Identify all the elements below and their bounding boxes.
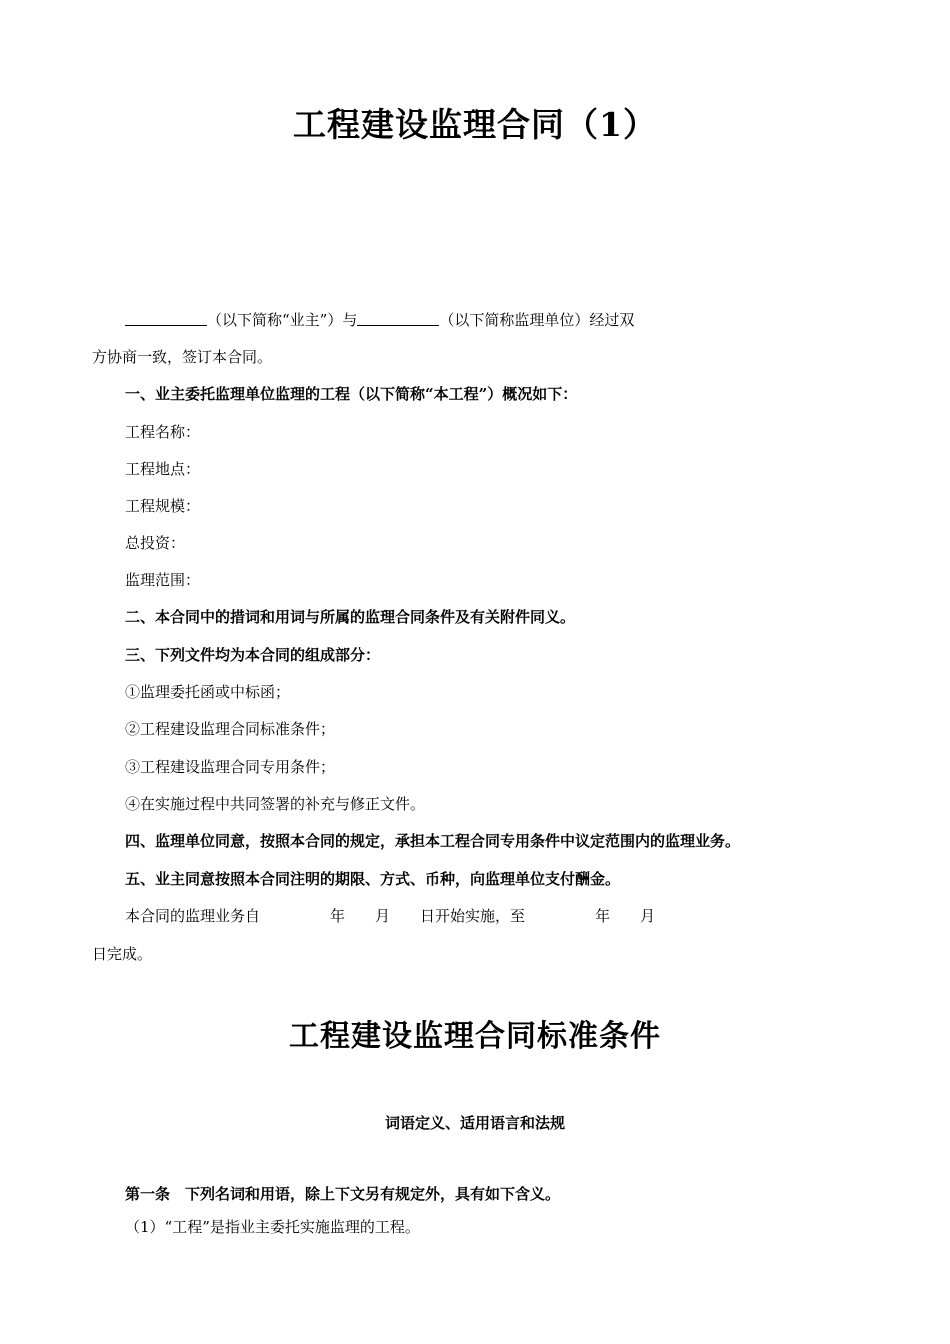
start-month-label: 月 bbox=[375, 907, 391, 925]
clause-3: 三、下列文件均为本合同的组成部分： bbox=[125, 646, 381, 664]
period-mid: 日开始实施，至 bbox=[420, 907, 526, 925]
document-item-3: ③工程建设监理合同专用条件； bbox=[125, 758, 336, 776]
field-supervision-scope: 监理范围： bbox=[125, 571, 201, 589]
clause-5: 五、业主同意按照本合同注明的期限、方式、币种，向监理单位支付酬金。 bbox=[125, 870, 621, 888]
document-item-1: ①监理委托函或中标函； bbox=[125, 683, 291, 701]
field-project-name: 工程名称： bbox=[125, 423, 201, 441]
supervisor-name-blank[interactable] bbox=[357, 310, 439, 326]
clause-1: 一、业主委托监理单位监理的工程（以下简称“本工程”）概况如下： bbox=[125, 385, 578, 403]
definition-1: （1）“工程”是指业主委托实施监理的工程。 bbox=[125, 1218, 420, 1236]
section-heading: 词语定义、适用语言和法规 bbox=[384, 1114, 565, 1132]
intro-line-2: 方协商一致，签订本合同。 bbox=[92, 348, 273, 366]
start-year-label: 年 bbox=[330, 907, 346, 925]
field-total-investment: 总投资： bbox=[125, 534, 186, 552]
end-month-label: 月 bbox=[640, 907, 656, 925]
article-1: 第一条 下列名词和用语，除上下文另有规定外，具有如下含义。 bbox=[125, 1185, 561, 1203]
standard-conditions-title: 工程建设监理合同标准条件 bbox=[289, 1019, 661, 1054]
period-end: 日完成。 bbox=[92, 945, 153, 963]
end-year-label: 年 bbox=[595, 907, 611, 925]
period-start: 本合同的监理业务自 bbox=[125, 907, 261, 925]
field-project-scale: 工程规模： bbox=[125, 497, 201, 515]
clause-2: 二、本合同中的措词和用词与所属的监理合同条件及有关附件同义。 bbox=[125, 608, 576, 626]
clause-4: 四、监理单位同意，按照本合同的规定，承担本工程合同专用条件中议定范围内的监理业务。 bbox=[125, 832, 741, 850]
field-project-location: 工程地点： bbox=[125, 460, 201, 478]
intro-part-1: （以下简称“业主”）与 bbox=[207, 311, 358, 329]
intro-part-2: （以下简称监理单位）经过双 bbox=[439, 311, 635, 329]
document-item-2: ②工程建设监理合同标准条件； bbox=[125, 720, 336, 738]
owner-name-blank[interactable] bbox=[125, 310, 207, 326]
contract-title: 工程建设监理合同（1） bbox=[293, 105, 657, 144]
intro-line-1 bbox=[125, 308, 910, 332]
period-line bbox=[125, 904, 910, 928]
document-item-4: ④在实施过程中共同签署的补充与修正文件。 bbox=[125, 795, 426, 813]
